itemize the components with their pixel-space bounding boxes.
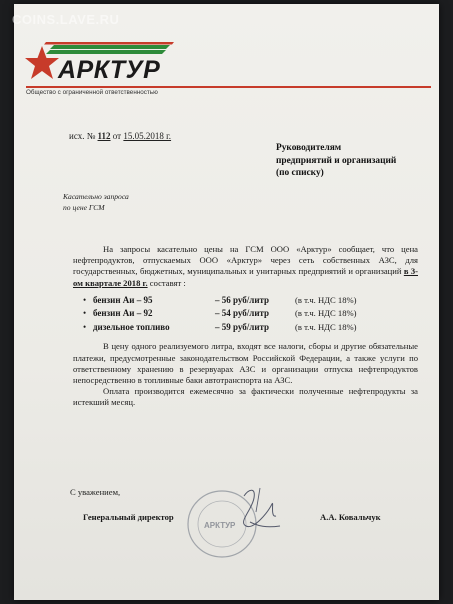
company-logo-text: АРКТУР [58, 56, 161, 84]
fuel-price: – 54 руб/литр [215, 308, 270, 319]
addressee-line-3: (по списку) [276, 168, 324, 178]
bullet-icon: • [83, 308, 87, 319]
signatory-name: А.А. Ковальчук [320, 512, 381, 522]
fuel-name: бензин Аи – 95 [93, 294, 153, 305]
paragraph-3: Оплата производится ежемесячно за фактически полученные нефтепродукты за истекший месяц. [73, 386, 418, 408]
fuel-name: дизельное топливо [93, 321, 170, 332]
fuel-item [83, 308, 418, 322]
fuel-vat: (в т.ч. НДС 18%) [295, 308, 357, 319]
subject-line-2: по цене ГСМ [63, 202, 105, 212]
addressee-block [276, 142, 426, 180]
org-type-line: Общество с ограниченной ответственностью [26, 86, 431, 96]
regards-text: С уважением, [70, 487, 121, 497]
paragraph-1-end: составят : [149, 277, 186, 288]
stamp-text: АРКТУР [204, 521, 236, 530]
bullet-icon: • [83, 321, 87, 332]
fuel-price: – 59 руб/литр [215, 321, 270, 332]
reference-date: 15.05.2018 г. [123, 131, 172, 141]
reference-prefix: исх. № [69, 131, 96, 141]
quarter-period: в 3-ом квартале 2018 г. [73, 266, 418, 288]
reference-from: от [112, 131, 122, 141]
watermark-text: COINS.LAVE.RU [12, 12, 120, 27]
fuel-item [83, 322, 418, 336]
fuel-price-list [73, 295, 418, 336]
addressee-line-1: Руководителям [276, 143, 342, 153]
paragraph-2: В цену одного реализуемого литра, входят все налоги, сборы и другие обязательные платежи, предусмотренные законодательством Российской Федерации, а также услуги по ответственному хранению в резервуарах АЗС и организации отпуска нефтепродуктов непосредственно в топливные баки автотранспорта на АЗС. [73, 341, 418, 385]
letter-body [73, 244, 418, 409]
stamp-signature-icon [176, 482, 286, 562]
paragraph-1 [73, 244, 418, 289]
addressee-line-2: предприятий и организаций [276, 155, 397, 166]
reference-line [69, 131, 171, 141]
fuel-vat: (в т.ч. НДС 18%) [295, 321, 357, 332]
company-logo [24, 42, 174, 84]
fuel-vat: (в т.ч. НДС 18%) [295, 294, 357, 305]
subject-block [63, 192, 183, 213]
letter-sheet [14, 4, 439, 600]
bullet-icon: • [83, 294, 87, 305]
subject-line-1: Касательно запроса [63, 192, 129, 201]
fuel-name: бензин Аи – 92 [93, 308, 153, 319]
fuel-item [83, 295, 418, 309]
company-stamp [176, 482, 286, 562]
paragraph-1-start: На запросы касательно цены на ГСМ ООО «Арктур» сообщает, что цена нефтепродуктов, отпускаемых ООО «Арктур» через сеть собственных АЗС, для государственных, бюджетных, муниципальных и унитарных предприятий и организаций [73, 244, 418, 277]
reference-number: 112 [97, 131, 111, 141]
signatory-title: Генеральный директор [83, 512, 174, 522]
fuel-price: – 56 руб/литр [215, 294, 270, 305]
